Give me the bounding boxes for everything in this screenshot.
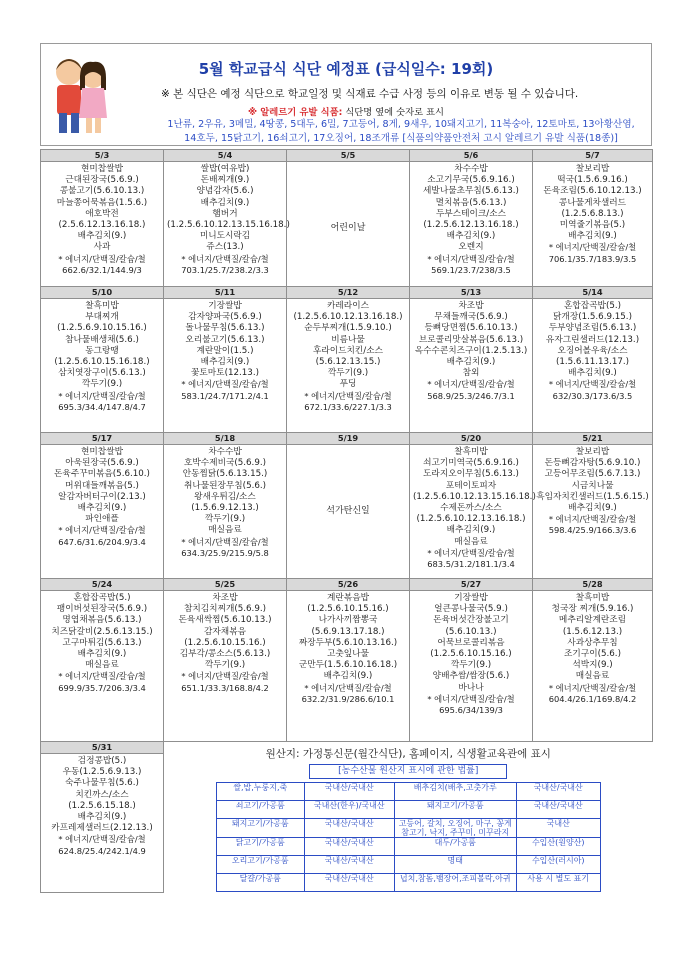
menu-item: 찰흑미밥: [575, 593, 610, 603]
day-cell: [164, 287, 287, 433]
menu-item: 매실음료: [454, 536, 488, 547]
day-cell: [287, 579, 410, 742]
menu-item: 부대찌개(1.2.5.6.9.10.15.16.): [57, 312, 147, 334]
menu-item: 혼합잡곡밥(5.): [563, 301, 622, 311]
origin-row: [216, 838, 600, 856]
nutrition-info: * 에너지/단백질/칼슘/철 598.4/25.9/166.3/3.6: [548, 514, 637, 536]
menu-item: 쥬스(13.): [206, 242, 244, 253]
day-date: 5/31: [41, 742, 163, 754]
menu-item: 비름나물: [331, 334, 365, 345]
nutrition-info: * 에너지/단백질/칼슘/철 683.5/31.2/181.1/3.4: [427, 547, 515, 570]
day-cell: [410, 579, 533, 742]
day-date: 5/10: [41, 287, 163, 299]
menu-item: 사과: [93, 242, 111, 253]
day-date: 5/26: [287, 579, 409, 591]
menu-items: [410, 162, 532, 276]
menu-item: 돈육새싹찜(5.6.10.13.): [178, 615, 272, 626]
day-cell: [164, 579, 287, 742]
allergy-heading-label: ※ 알레르기 유발 식품:: [248, 107, 343, 118]
menu-item: 왕새우튀김/소스(1.5.6.9.12.13.): [191, 491, 259, 514]
menu-item: 치즈닭갈비(2.5.6.13.15.): [51, 626, 153, 637]
menu-items: [164, 162, 290, 276]
nutrition-info: * 에너지/단백질/칼슘/철 662.6/32.1/144.9/3: [58, 253, 146, 275]
origin-cell: 넙치,참돔,뱀장어,조피볼락,아귀: [394, 874, 516, 892]
day-date: 5/24: [41, 579, 163, 591]
menu-item: 우동(1.2.5.6.9.13.): [62, 767, 142, 778]
day-date: 5/5: [287, 150, 409, 162]
menu-item: 청국장 찌개(5.9.16.): [551, 604, 634, 615]
origin-cell: 쌀,밥,누룽지,죽: [216, 783, 304, 801]
menu-item: 쌀밥(여유밥): [200, 164, 250, 174]
day-cell: [533, 579, 653, 742]
menu-items: [410, 591, 532, 716]
menu-item: 애호박전(2.5.6.12.13.16.18.): [58, 208, 146, 231]
nutrition-info: * 에너지/단백질/칼슘/철 604.4/26.1/169.8/4.2: [548, 682, 637, 704]
menu-item: 깍두기(9.): [327, 368, 369, 379]
menu-item: 꽃토마토(12.13.): [191, 368, 259, 379]
menu-item: 기장쌀밥: [208, 301, 242, 311]
allergy-list-line-1: 1난류, 2우유, 3메밀, 4땅콩, 5대두, 6밀, 7고등어, 8게, 9새우, 10돼지고기, 11복숭아, 12토마토, 13아황산염,: [167, 119, 635, 130]
menu-item: 아욱된장국(5.6.9.): [65, 458, 139, 469]
menu-item: 미역줄기볶음(5.): [559, 220, 626, 231]
menu-item: 배추김치(9.): [568, 503, 617, 514]
menu-item: 유자그린샐러드(12.13.): [545, 334, 640, 345]
day-date: 5/20: [410, 433, 532, 445]
menu-item: 나가사끼짬뽕국(5.6.9.13.17.18.): [311, 615, 385, 637]
menu-item: 오렌지: [458, 242, 484, 253]
menu-item: 돈육주꾸미볶음(5.6.10.): [54, 469, 150, 480]
menu-item: 파인애플: [85, 514, 119, 525]
menu-item: 오징어볼우육/소스(1.5.6.11.13.17.): [555, 345, 630, 368]
menu-item: 푸딩: [339, 379, 357, 390]
nutrition-info: * 에너지/단백질/칼슘/철 695.6/34/139/3: [427, 693, 515, 716]
menu-item: 배추김치(9.): [200, 357, 250, 368]
menu-item: 시금치나물: [571, 480, 614, 491]
origin-cell: 국내산/국내산: [304, 874, 394, 892]
day-cell: [533, 150, 653, 287]
nutrition-info: * 에너지/단백질/칼슘/철 706.1/35.7/183.9/3.5: [548, 242, 637, 264]
menu-item: 참나물배생채(5.6.): [65, 334, 139, 345]
menu-item: 팽이버섯된장국(5.6.9.): [56, 604, 148, 615]
day-date: 5/3: [41, 150, 163, 162]
menu-item: 배추김치(9.): [200, 197, 250, 208]
day-date: 5/7: [533, 150, 652, 162]
menu-item: 콩나물게차샐러드(1.2.5.6.8.13.): [558, 197, 627, 219]
page-title: 5월 학교급식 식단 예정표 (급식일수: 19회): [198, 60, 494, 78]
menu-item: 감자양파국(5.6.9.): [188, 312, 262, 323]
day-cell: [287, 150, 410, 287]
menu-item: 흑임자치킨샐러드(1.5.6.15.): [536, 491, 649, 502]
menu-item: 숙주나물무침(5.6.): [65, 778, 139, 789]
week-row: [41, 433, 653, 579]
menu-item: 바나나: [458, 682, 484, 693]
nutrition-info: * 에너지/단백질/칼슘/철 624.8/25.4/242.1/4.9: [58, 834, 146, 856]
nutrition-info: * 에너지/단백질/칼슘/철 632/30.3/173.6/3.5: [548, 379, 637, 401]
day-cell: [164, 150, 290, 287]
origin-row: [216, 783, 600, 801]
menu-items: [287, 299, 409, 413]
origin-cell: 국내산/국내산: [516, 801, 600, 819]
origin-cell: 고등어, 갈치, 오징어, 마구, 꽁게 참고기, 낙지, 주꾸미, 미꾸라지: [394, 819, 516, 838]
menu-item: 참외: [462, 368, 480, 379]
menu-item: 후라이드치킨/소스(5.6.12.13.15.): [312, 345, 384, 368]
menu-items: [410, 299, 532, 402]
menu-items: [41, 299, 163, 413]
origin-cell: 달걀/가공품: [216, 874, 304, 892]
menu-item: 옥수수콘치즈구이(1.2.5.13.): [414, 345, 528, 356]
day-date: 5/27: [410, 579, 532, 591]
menu-item: 현미찹쌀밥: [81, 164, 123, 174]
menu-item: 검정콩밥(5.): [77, 756, 127, 766]
menu-item: 카프레제샐러드(2.12.13.): [51, 823, 153, 834]
menu-items: [287, 591, 409, 705]
allergy-heading: [41, 104, 651, 118]
day-date: 5/18: [164, 433, 286, 445]
holiday-label: 어린이날: [330, 223, 366, 233]
menu-item: 마늘쫑어묵볶음(1.5.6.): [56, 197, 148, 208]
menu-item: 멸치볶음(5.6.13.): [435, 197, 507, 208]
origin-cell: 돼지고기/가공품: [394, 801, 516, 819]
menu-item: 현미찹쌀밥: [81, 447, 123, 457]
menu-item: 차조밥: [212, 593, 238, 603]
menu-item: 배추김치(9.): [77, 649, 127, 660]
menu-items: [533, 591, 652, 705]
menu-item: 깍두기(9.): [450, 660, 492, 671]
menu-item: 두부양념조림(5.6.13.): [548, 323, 637, 334]
day-date: 5/25: [164, 579, 286, 591]
menu-item: 근대된장국(5.6.9.): [65, 175, 139, 186]
menu-item: 두부스테이크/소스(1.2.5.6.12.13.16.18.): [423, 208, 519, 231]
allergy-heading-rest: 식단명 옆에 숫자로 표시: [345, 107, 444, 118]
menu-item: 포테이토피자(1.2.5.6.10.12.13.15.16.18.): [413, 480, 536, 502]
menu-items: [533, 162, 652, 265]
week-row: [41, 287, 653, 433]
day-date: 5/19: [287, 433, 409, 445]
nutrition-info: * 에너지/단백질/칼슘/철 568.9/25.3/246.7/3.1: [427, 379, 515, 401]
menu-item: 카레라이스(1.2.5.6.10.12.13.16.18.): [293, 301, 403, 323]
menu-item: 고춧잎나물: [327, 649, 369, 660]
origin-cell: 국내산/국내산: [304, 838, 394, 856]
menu-item: 브로콜리맛살볶음(5.6.13.): [418, 334, 524, 345]
menu-item: 매실음료: [85, 660, 119, 671]
menu-item: 쇠고기미역국(5.6.9.16.): [423, 458, 519, 469]
menu-item: 배추김치(9.): [568, 231, 617, 242]
day-cell: [533, 433, 653, 579]
menu-item: 기장쌀밥: [454, 593, 488, 603]
origin-panel: [164, 742, 653, 893]
menu-item: 매실음료: [575, 671, 610, 682]
menu-item: 찰보리밥: [575, 447, 610, 457]
menu-item: 소고기무국(5.6.9.16.): [427, 175, 515, 186]
origin-title: 원산지: 가정통신문(월간식단), 홈페이지, 식생활교육관에 표시: [265, 748, 551, 760]
menu-item: 배추김치(9.): [77, 503, 127, 514]
menu-item: 찰보리밥: [575, 164, 610, 174]
day-cell: [41, 150, 164, 287]
menu-item: 깍두기(9.): [204, 514, 246, 525]
day-cell: [41, 287, 164, 433]
nutrition-info: * 에너지/단백질/칼슘/철 647.6/31.6/204.9/3.4: [58, 525, 146, 547]
day-cell: [164, 433, 287, 579]
menu-item: 차조밥: [458, 301, 484, 311]
menu-item: 석박지(9.): [572, 660, 613, 671]
menu-items: [41, 162, 163, 276]
menu-item: 돈등뼈감자탕(5.6.9.10.): [544, 458, 641, 469]
day-date: 5/13: [410, 287, 532, 299]
origin-row: [216, 856, 600, 874]
day-cell: [41, 579, 164, 742]
origin-row: [216, 874, 600, 892]
nutrition-info: * 에너지/단백질/칼슘/철 651.1/33.3/168.8/4.2: [181, 671, 269, 693]
day-date: 5/14: [533, 287, 652, 299]
menu-item: 머위대들깨볶음(5.): [65, 480, 139, 491]
origin-cell: 국내산: [516, 819, 600, 838]
menu-items: [164, 299, 286, 402]
menu-item: 사과상추무침: [567, 637, 618, 648]
menu-item: 깍두기(9.): [81, 379, 123, 390]
nutrition-info: * 에너지/단백질/칼슘/철 569.1/23.7/238/3.5: [427, 253, 515, 275]
menu-item: 수제돈까스/소스(1.2.5.6.10.12.13.16.18.): [416, 503, 526, 525]
menu-items: [533, 445, 652, 537]
menu-item: 고구마튀김(5.6.13.): [62, 637, 142, 648]
menu-items: [41, 445, 163, 548]
origin-cell: 쇠고기/가공품: [216, 801, 304, 819]
menu-item: 명엽채볶음(5.6.13.): [62, 615, 142, 626]
allergy-list: [161, 118, 641, 146]
menu-item: 오리불고기(5.6.13.): [185, 334, 265, 345]
day-cell: [41, 433, 164, 579]
origin-cell: 국내산/국내산: [516, 783, 600, 801]
origin-cell: 명태: [394, 856, 516, 874]
menu-grid: [40, 149, 653, 893]
menu-item: 도라지오이무침(5.6.13.): [423, 469, 519, 480]
menu-item: 참치김치찌개(5.6.9.): [184, 604, 266, 615]
menu-item: 양배추쌈/쌈장(5.6.): [432, 671, 510, 682]
day-date: 5/17: [41, 433, 163, 445]
menu-item: 배추김치(9.): [446, 525, 496, 536]
menu-item: 안동찜닭(5.6.13.15.): [182, 469, 268, 480]
nutrition-info: * 에너지/단백질/칼슘/철 703.1/25.7/238.2/3.3: [181, 253, 269, 275]
menu-item: 깍두기(9.): [204, 660, 246, 671]
origin-row: [216, 819, 600, 838]
day-date: 5/28: [533, 579, 652, 591]
menu-item: 찰흑미밥: [85, 301, 119, 311]
menu-item: 배추김치(9.): [568, 368, 617, 379]
menu-item: 차수수밥: [454, 164, 488, 174]
menu-item: 어묵브로콜리볶음(1.2.5.6.10.15.16.): [430, 637, 512, 660]
menu-item: 돌나물무침(5.6.13.): [185, 323, 265, 334]
origin-cell: 배추김치(배추,고춧가루: [394, 783, 516, 801]
origin-cell: 수입산(러시아): [516, 856, 600, 874]
menu-item: 배추김치(9.): [323, 671, 373, 682]
day-date: 5/21: [533, 433, 652, 445]
menu-items: [533, 299, 652, 402]
origin-law-title: [농수산물 원산지 표시에 관한 법률]: [309, 764, 507, 779]
origin-cell: 국내산(한우)/국내산: [304, 801, 394, 819]
menu-item: 계란볶음밥(1.2.5.6.10.15.16.): [307, 593, 389, 615]
menu-item: 얼큰콩나물국(5.9.): [434, 604, 508, 615]
day-date: 5/6: [410, 150, 532, 162]
menu-item: 세발나물초무침(5.6.13.): [423, 186, 519, 197]
day-cell: [287, 433, 410, 579]
origin-cell: 수입산(원양산): [516, 838, 600, 856]
menu-item: 감자채볶음(1.2.5.6.10.15.16.): [184, 626, 266, 648]
origin-cell: 사용 시 별도 표기: [516, 874, 600, 892]
day-cell: [41, 742, 164, 893]
nutrition-info: * 에너지/단백질/칼슘/철 695.3/34.4/147.8/4.7: [58, 390, 146, 412]
menu-item: 콩불고기(5.6.10.13.): [59, 186, 145, 197]
menu-item: 돈육조림(5.6.10.12.13.): [543, 186, 642, 197]
menu-item: 닭개장(1.5.6.9.15.): [553, 312, 632, 323]
day-cell: [533, 287, 653, 433]
menu-item: 매실음료: [208, 525, 242, 536]
allergy-list-line-2: 14호두, 15닭고기, 16쇠고기, 17오징어, 18조개류 [식품의약품안전처 고시 알레르기 유발 식품(18종)]: [184, 133, 618, 144]
menu-item: 양념감자(5.6.): [196, 186, 254, 197]
schedule-notice: ※ 본 식단은 예정 식단으로 학교일정 및 식재료 수급 사정 등의 이유로 변동 될 수 있습니다.: [161, 88, 579, 100]
menu-items: [41, 591, 163, 694]
menu-item: 배추김치(9.): [446, 357, 496, 368]
menu-item: 김부각/콩소스(5.6.13.): [179, 649, 271, 660]
nutrition-info: * 에너지/단백질/칼슘/철 583.1/24.7/171.2/4.1: [181, 379, 269, 401]
menu-item: 동그랑땡(1.2.5.6.10.15.16.18.): [54, 345, 150, 368]
week-row: [41, 579, 653, 742]
origin-cell: 국내산/국내산: [304, 783, 394, 801]
day-cell: [410, 287, 533, 433]
menu-item: 차수수밥: [208, 447, 242, 457]
origin-row: [216, 801, 600, 819]
nutrition-info: * 에너지/단백질/칼슘/철 632.2/31.9/286.6/10.1: [301, 682, 395, 704]
menu-item: 치킨까스/소스(1.2.5.6.15.18.): [68, 789, 136, 811]
day-date: 5/11: [164, 287, 286, 299]
origin-cell: 돼지고기/가공품: [216, 819, 304, 838]
day-cell: [410, 150, 533, 287]
menu-item: 혼합잡곡밥(5.): [73, 593, 131, 603]
menu-item: 배추김치(9.): [77, 812, 127, 823]
menu-item: 미니도시락김: [199, 231, 251, 242]
origin-cell: 오리고기/가공품: [216, 856, 304, 874]
day-date: 5/12: [287, 287, 409, 299]
menu-items: [164, 591, 286, 694]
menu-sheet: [40, 43, 652, 948]
menu-item: 등뼈당면찜(5.6.10.13.): [424, 323, 518, 334]
menu-item: 찰흑미밥: [454, 447, 488, 457]
holiday-label: 석가탄신일: [326, 506, 370, 516]
origin-cell: 대두/가공품: [394, 838, 516, 856]
menu-item: 계란말이(1.5.): [196, 345, 254, 356]
menu-item: 돈배찌개(9.): [200, 175, 250, 186]
origin-cell: 국내산/국내산: [304, 819, 394, 838]
origin-cell: 국내산/국내산: [304, 856, 394, 874]
week-row: [41, 742, 653, 893]
menu-item: 떡국(1.5.6.9.16.): [557, 175, 628, 186]
menu-items: [410, 445, 536, 570]
menu-item: 고등어무조림(5.6.7.13.): [544, 469, 641, 480]
nutrition-info: * 에너지/단백질/칼슘/철 699.9/35.7/206.3/3.4: [58, 671, 146, 693]
day-cell: [287, 287, 410, 433]
menu-items: [164, 445, 286, 559]
menu-item: 햄버거(1.2.5.6.10.12.13.15.16.18.): [167, 208, 290, 231]
header-box: [40, 43, 652, 146]
menu-item: 군만두(1.5.6.10.16.18.): [298, 660, 398, 671]
menu-item: 호박수제비국(5.6.9.): [184, 458, 266, 469]
week-row: [41, 150, 653, 287]
origin-cell: 닭고기/가공품: [216, 838, 304, 856]
menu-item: 배추김치(9.): [77, 231, 127, 242]
menu-item: 배추김치(9.): [446, 231, 496, 242]
menu-item: 메추리알계란조림(1.5.6.12.13.): [558, 615, 627, 637]
menu-item: 삼치엿장구이(5.6.13.): [58, 368, 146, 379]
menu-item: 알감자버터구이(2.13.): [58, 491, 146, 502]
nutrition-info: * 에너지/단백질/칼슘/철 672.1/33.6/227.1/3.3: [304, 390, 392, 412]
menu-item: 짜장두부(5.6.10.13.16.): [298, 637, 398, 648]
menu-item: 돈육버섯간장불고기(5.6.10.13.): [433, 615, 509, 637]
menu-items: [41, 754, 163, 857]
menu-item: 조기구이(5.6.): [564, 649, 621, 660]
day-date: 5/4: [164, 150, 286, 162]
nutrition-info: * 에너지/단백질/칼슘/철 634.3/25.9/215.9/5.8: [181, 536, 269, 558]
menu-item: 취나물된장무침(5.6.): [183, 480, 267, 491]
menu-item: 순두부찌개(1.5.9.10.): [304, 323, 392, 334]
menu-item: 무채들깨국(5.6.9.): [434, 312, 508, 323]
day-cell: [410, 433, 536, 579]
origin-table: [216, 782, 601, 892]
